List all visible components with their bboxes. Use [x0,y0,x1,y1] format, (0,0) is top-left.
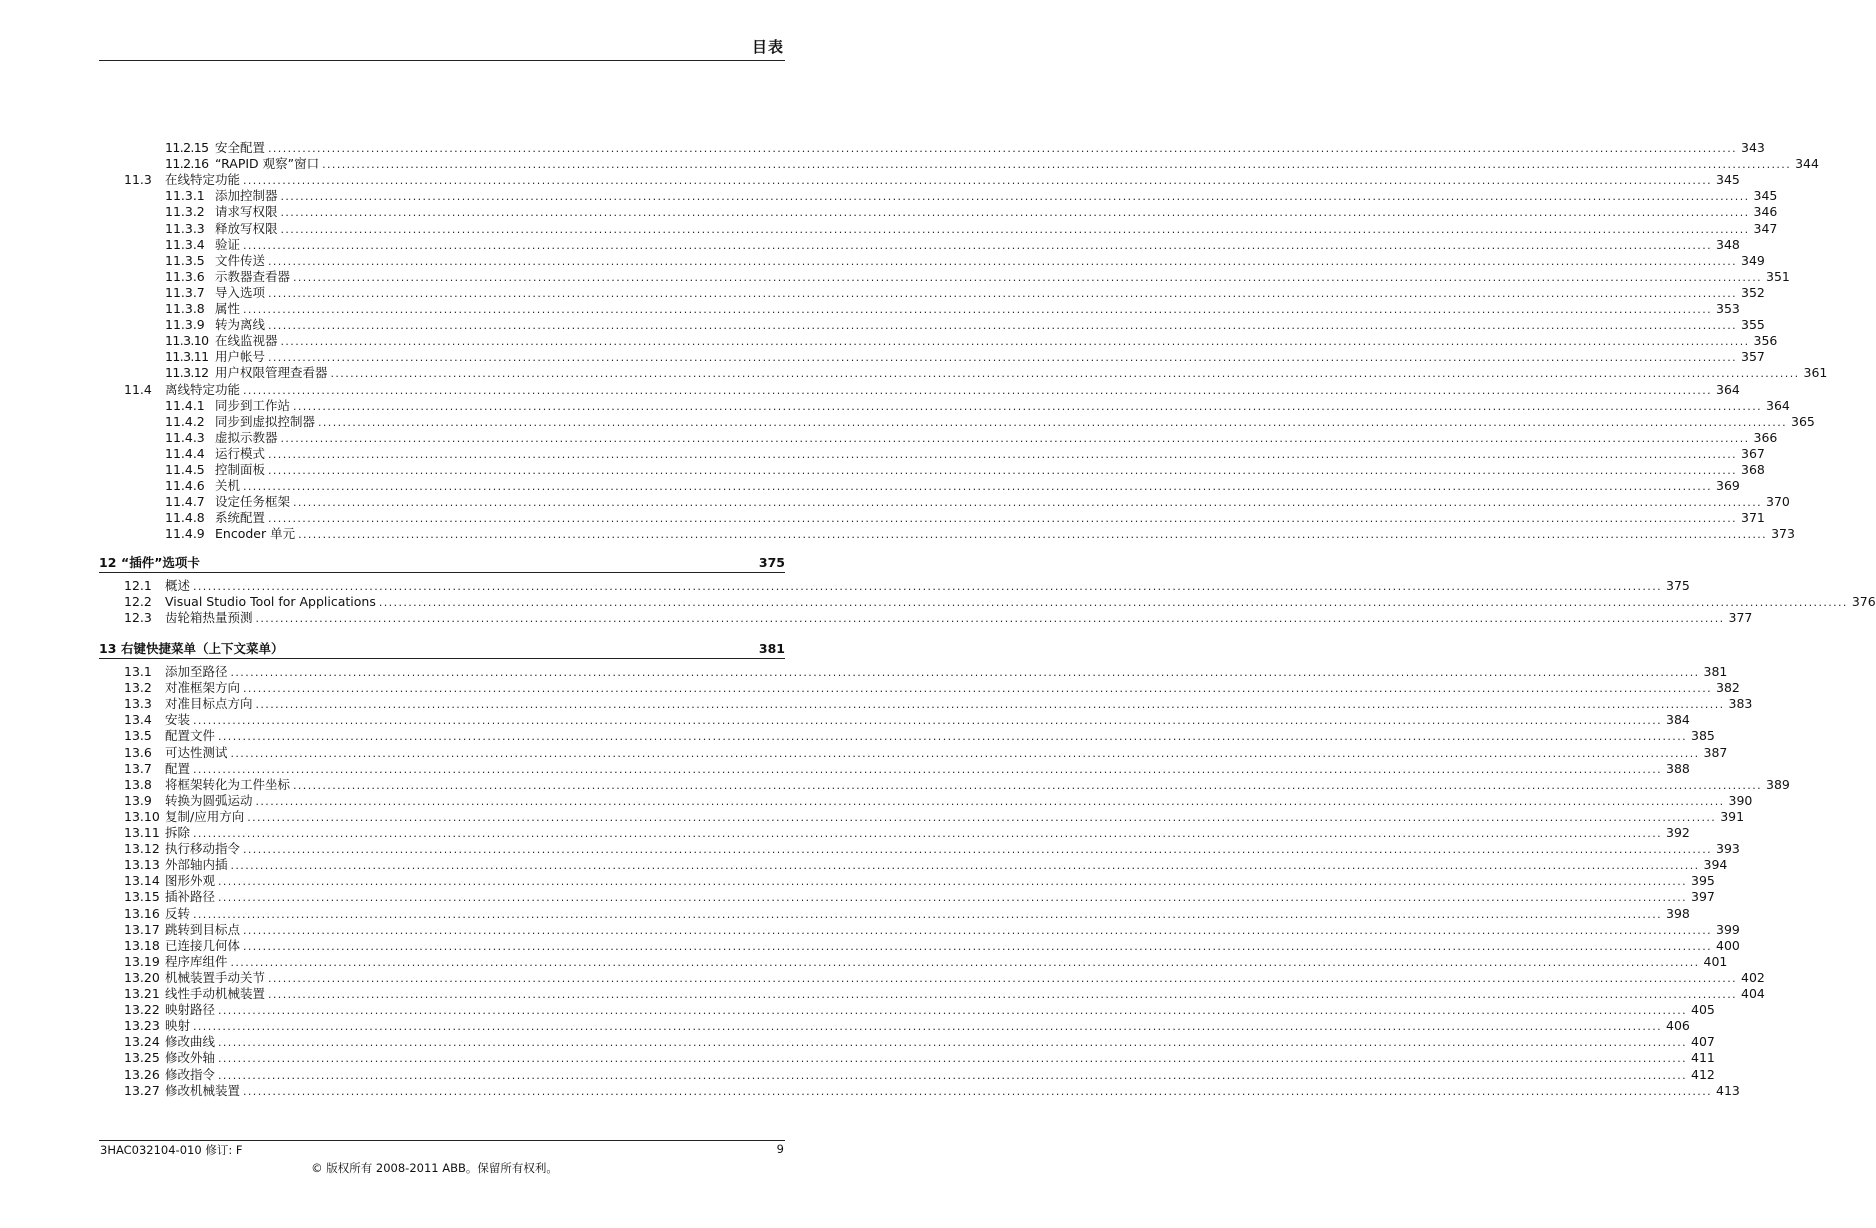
dot-leader: ............................................................................................................................................................................................................................................................................................................ [322,158,1792,172]
toc-entry-page: 376 [1851,594,1876,610]
toc-entry-number: 12.2 [124,594,152,610]
toc-entry[interactable] [165,268,1790,285]
toc-entry-number: 13.26 [124,1066,160,1082]
toc-entry-title: 执行移动指令 [165,841,241,857]
toc-entry[interactable] [124,381,1740,398]
toc-entry[interactable] [124,1050,1715,1066]
dot-leader: ............................................................................................................................................................................................................................................................................................................ [193,827,1662,840]
header-divider [99,60,785,61]
toc-entry-title: 用户帐号 [215,349,266,365]
dot-leader: ............................................................................................................................................................................................................................................................................................................ [218,1068,1687,1082]
toc-entry-page: 356 [1753,333,1778,349]
dot-leader: ............................................................................................................................................................................................................................................................................................................ [293,778,1762,792]
toc-entry[interactable] [165,429,1778,446]
toc-entry-number: 11.3.8 [165,301,205,316]
dot-leader: ............................................................................................................................................................................................................................................................................................................ [230,955,1700,969]
toc-entry-title: 用户权限管理查看器 [215,365,328,381]
toc-entry-number: 11.4.9 [165,526,205,542]
dot-leader: ............................................................................................................................................................................................................................................................................................................ [243,383,1712,397]
toc-entry-number: 13.1 [124,664,152,679]
toc-entry-number: 11.4.4 [165,445,205,461]
toc-entry[interactable] [165,478,1740,494]
toc-entry[interactable] [124,808,1745,825]
toc-entry-page: 366 [1753,429,1778,445]
toc-entry-title: 在线监视器 [215,333,278,349]
toc-entry-number: 11.2.16 [165,156,209,172]
dot-leader: ............................................................................................................................................................................................................................................................................................................ [247,810,1717,824]
toc-entry[interactable] [124,664,1728,680]
chapter-number: 13 [99,641,117,656]
chapter-number: 12 [99,555,117,570]
toc-entry-page: 395 [1691,873,1715,889]
toc-entry-title: 可达性测试 [165,744,228,760]
toc-entry-page: 402 [1741,969,1765,985]
toc-entry-title: 示教器查看器 [215,268,291,284]
toc-entry-number: 13.21 [124,986,160,1001]
toc-entry-page: 345 [1753,188,1778,204]
dot-leader: ............................................................................................................................................................................................................................................................................................................ [243,174,1712,188]
toc-entry[interactable] [165,156,1819,172]
toc-entry-page: 406 [1666,1018,1690,1034]
toc-entry-title: 机械装置手动关节 [165,969,266,985]
toc-entry[interactable] [124,760,1690,777]
toc-entry-page: 369 [1716,478,1740,494]
toc-entry-page: 383 [1728,696,1753,712]
dot-leader: ............................................................................................................................................................................................................................................................................................................ [218,891,1687,905]
dot-leader: ............................................................................................................................................................................................................................................................................................................ [268,254,1737,268]
dot-leader: ............................................................................................................................................................................................................................................................................................................ [255,698,1725,712]
dot-leader: ............................................................................................................................................................................................................................................................................................................ [193,580,1662,593]
toc-entry[interactable] [124,728,1715,744]
dot-leader: ............................................................................................................................................................................................................................................................................................................ [268,319,1737,333]
toc-entry-page: 405 [1691,1002,1715,1018]
toc-entry-title: 将框架转化为工件坐标 [165,776,291,792]
toc-entry[interactable] [124,905,1690,922]
toc-entry-page: 368 [1741,462,1765,477]
toc-entry-title: 系统配置 [215,510,266,526]
dot-leader: ............................................................................................................................................................................................................................................................................................................ [193,1020,1662,1034]
dot-leader: ............................................................................................................................................................................................................................................................................................................ [330,367,1800,381]
toc-entry-number: 13.4 [124,712,152,728]
toc-entry-number: 11.3.11 [165,349,209,365]
toc-entry-number: 13.24 [124,1034,160,1050]
toc-entry-number: 13.13 [124,857,160,873]
toc-entry-page: 385 [1691,728,1715,744]
dot-leader: ............................................................................................................................................................................................................................................................................................................ [268,142,1737,155]
toc-entry-title: 离线特定功能 [165,381,241,397]
toc-entry[interactable] [165,494,1790,510]
toc-entry-number: 11.3 [124,172,152,188]
toc-entry-page: 353 [1716,301,1740,316]
toc-entry-number: 13.19 [124,953,160,969]
toc-entry-number: 13.23 [124,1018,160,1034]
toc-entry-page: 352 [1741,284,1765,300]
toc-entry[interactable] [124,953,1728,970]
toc-entry-title: 虚拟示教器 [215,429,278,445]
dot-leader: ............................................................................................................................................................................................................................................................................................................ [193,714,1662,728]
toc-entry-page: 393 [1716,841,1740,857]
toc-entry[interactable] [124,841,1740,857]
toc-entry-number: 11.3.3 [165,220,205,236]
toc-entry-page: 400 [1716,937,1740,953]
toc-entry-title: 线性手动机械装置 [165,986,266,1001]
dot-leader: ............................................................................................................................................................................................................................................................................................................ [218,1004,1687,1018]
toc-entry[interactable] [165,349,1765,365]
toc-entry-page: 344 [1795,156,1819,172]
toc-entry[interactable] [165,397,1790,414]
toc-entry-number: 11.3.5 [165,252,205,268]
chapter-heading-13[interactable] [99,640,785,658]
chapter-page: 375 [758,555,785,570]
toc-entry-title: 程序库组件 [165,953,228,969]
toc-entry-number: 11.4.5 [165,462,205,477]
toc-entry-page: 413 [1716,1082,1740,1098]
toc-entry-page: 367 [1741,445,1765,461]
toc-entry-page: 346 [1753,204,1778,220]
toc-entry[interactable] [165,445,1765,462]
toc-entry-number: 13.12 [124,841,160,857]
dot-leader: ............................................................................................................................................................................................................................................................................................................ [243,480,1712,494]
toc-entry-title: 添加至路径 [165,664,228,679]
toc-entry-page: 404 [1741,986,1765,1001]
toc-entry[interactable] [124,792,1753,809]
toc-entry-page: 392 [1666,825,1690,840]
toc-entry[interactable] [165,188,1778,204]
toc-entry-number: 11.2.15 [165,140,209,155]
toc-entry[interactable] [165,236,1740,253]
toc-entry-number: 11.3.10 [165,333,209,349]
toc-entry[interactable] [124,696,1753,712]
toc-entry[interactable] [165,140,1765,156]
toc-entry-number: 13.15 [124,889,160,905]
toc-entry-title: 同步到虚拟控制器 [215,413,316,429]
toc-entry-title: 导入选项 [215,284,266,300]
toc-entry-number: 13.11 [124,825,160,840]
toc-entry-title: 图形外观 [165,873,216,889]
toc-entry-number: 11.3.2 [165,204,205,220]
toc-entry-title: 插补路径 [165,889,216,905]
toc-entry-title: 转换为圆弧运动 [165,792,253,808]
dot-leader: ............................................................................................................................................................................................................................................................................................................ [280,222,1750,236]
toc-entry-title: 映射 [165,1018,191,1034]
toc-entry-page: 364 [1766,397,1790,413]
toc-entry-page: 411 [1691,1050,1715,1066]
toc-entry-title: 同步到工作站 [215,397,291,413]
toc-entry[interactable] [124,578,1690,594]
toc-entry-title: 复制/应用方向 [165,808,245,824]
dot-leader: ............................................................................................................................................................................................................................................................................................................ [218,875,1687,889]
toc-entry-number: 11.3.1 [165,188,205,204]
toc-entry-number: 13.25 [124,1050,160,1066]
toc-entry-number: 11.3.6 [165,268,205,284]
dot-leader: ............................................................................................................................................................................................................................................................................................................ [298,528,1768,542]
toc-entry-number: 13.8 [124,776,152,792]
toc-entry-page: 389 [1766,776,1790,792]
toc-entry-title: 反转 [165,905,191,921]
toc-entry[interactable] [165,301,1740,317]
toc-entry-number: 11.3.4 [165,236,205,252]
toc-entry-page: 371 [1741,510,1765,526]
toc-entry-title: 请求写权限 [215,204,278,220]
toc-entry-title: 运行模式 [215,445,266,461]
toc-entry-number: 13.17 [124,921,160,937]
toc-entry-page: 375 [1666,578,1690,593]
toc-entry-number: 13.16 [124,905,160,921]
toc-entry[interactable] [124,1034,1715,1050]
toc-entry-page: 381 [1703,664,1728,679]
dot-leader: ............................................................................................................................................................................................................................................................................................................ [243,843,1712,857]
toc-entry[interactable] [165,284,1765,301]
dot-leader: ............................................................................................................................................................................................................................................................................................................ [230,666,1700,679]
toc-entry[interactable] [165,413,1815,430]
toc-entry[interactable] [124,986,1765,1002]
toc-entry[interactable] [165,317,1765,333]
toc-entry-number: 13.6 [124,744,152,760]
toc-entry[interactable] [165,526,1795,542]
toc-entry[interactable] [165,365,1828,381]
toc-entry[interactable] [124,744,1728,761]
toc-entry[interactable] [124,712,1690,728]
toc-entry-title: 文件传送 [215,252,266,268]
dot-leader: ............................................................................................................................................................................................................................................................................................................ [243,303,1712,316]
toc-entry-number: 13.22 [124,1002,160,1018]
toc-entry[interactable] [124,776,1790,793]
chapter-title: 右键快捷菜单（上下文菜单） [121,641,284,656]
copyright-notice: © 版权所有 2008-2011 ABB。保留所有权利。 [311,1161,558,1175]
toc-entry-page: 384 [1666,712,1690,728]
page-header-title: 目表 [751,38,784,56]
toc-entry-title: 属性 [215,301,241,316]
dot-leader: ............................................................................................................................................................................................................................................................................................................ [280,190,1750,204]
toc-entry-title: 修改机械装置 [165,1082,241,1098]
toc-entry-title: 对准框架方向 [165,680,241,696]
dot-leader: ............................................................................................................................................................................................................................................................................................................ [243,923,1712,937]
toc-entry-page: 357 [1741,349,1765,365]
toc-entry-number: 13.7 [124,760,152,776]
toc-entry-number: 12.1 [124,578,152,593]
toc-entry[interactable] [165,220,1778,237]
toc-entry-page: 399 [1716,921,1740,937]
toc-entry-page: 364 [1716,381,1740,397]
toc-entry-title: Encoder 单元 [215,526,296,542]
toc-entry-page: 345 [1716,172,1740,188]
dot-leader: ............................................................................................................................................................................................................................................................................................................ [230,859,1700,873]
dot-leader: ............................................................................................................................................................................................................................................................................................................ [193,762,1662,776]
toc-entry-page: 394 [1703,857,1728,873]
toc-entry-page: 365 [1791,413,1815,429]
toc-entry-page: 391 [1720,808,1745,824]
toc-entry-title: 验证 [215,236,241,252]
toc-entry[interactable] [165,252,1765,269]
toc-entry[interactable] [165,333,1778,349]
dot-leader: ............................................................................................................................................................................................................................................................................................................ [268,286,1737,300]
toc-entry-title: 修改外轴 [165,1050,216,1066]
toc-entry-title: 拆除 [165,825,191,840]
toc-entry-title: 配置文件 [165,728,216,744]
toc-entry-title: 添加控制器 [215,188,278,204]
toc-entry[interactable] [165,462,1765,478]
dot-leader: ............................................................................................................................................................................................................................................................................................................ [218,1052,1687,1066]
dot-leader: ............................................................................................................................................................................................................................................................................................................ [243,1084,1712,1098]
toc-entry[interactable] [165,204,1778,220]
dot-leader: ............................................................................................................................................................................................................................................................................................................ [268,512,1737,526]
toc-entry-page: 407 [1691,1034,1715,1050]
dot-leader: ............................................................................................................................................................................................................................................................................................................ [243,939,1712,953]
dot-leader: ............................................................................................................................................................................................................................................................................................................ [255,794,1725,808]
toc-entry-title: 外部轴内插 [165,857,228,873]
chapter-title: “插件”选项卡 [121,555,200,570]
toc-entry[interactable] [124,680,1740,696]
toc-entry-number: 13.3 [124,696,152,712]
toc-entry-page: 377 [1728,610,1753,626]
toc-entry[interactable] [124,969,1765,986]
toc-entry-number: 11.4.2 [165,413,205,429]
toc-entry-title: 映射路径 [165,1002,216,1018]
dot-leader: ............................................................................................................................................................................................................................................................................................................ [293,399,1762,413]
dot-leader: ............................................................................................................................................................................................................................................................................................................ [268,988,1737,1001]
toc-entry-number: 13.5 [124,728,152,744]
dot-leader: ............................................................................................................................................................................................................................................................................................................ [218,1036,1687,1050]
chapter-heading-12[interactable] [99,554,785,572]
toc-entry-title: 对准目标点方向 [165,696,253,712]
toc-entry-number: 11.4.3 [165,429,205,445]
toc-entry-title: Visual Studio Tool for Applications [165,594,376,610]
dot-leader: ............................................................................................................................................................................................................................................................................................................ [268,351,1737,365]
toc-entry-number: 13.18 [124,937,160,953]
chapter-divider [99,572,785,573]
toc-entry[interactable] [124,873,1715,889]
toc-entry-page: 348 [1716,236,1740,252]
chapter-divider [99,658,785,659]
dot-leader: ............................................................................................................................................................................................................................................................................................................ [255,612,1725,626]
toc-entry-page: 355 [1741,317,1765,333]
toc-entry-title: 齿轮箱热量预测 [165,610,253,626]
dot-leader: ............................................................................................................................................................................................................................................................................................................ [280,335,1750,349]
toc-entry-page: 373 [1771,526,1795,542]
toc-entry-number: 11.4.8 [165,510,205,526]
toc-entry[interactable] [165,510,1765,526]
dot-leader: ............................................................................................................................................................................................................................................................................................................ [268,464,1737,477]
toc-entry[interactable] [124,1018,1690,1034]
dot-leader: ............................................................................................................................................................................................................................................................................................................ [193,907,1662,921]
toc-entry[interactable] [124,610,1753,626]
toc-entry-title: 转为离线 [215,317,266,333]
toc-entry-page: 343 [1741,140,1765,155]
toc-entry-number: 13.10 [124,808,160,824]
toc-entry-page: 397 [1691,889,1715,905]
toc-entry-number: 13.27 [124,1082,160,1098]
toc-entry-page: 390 [1728,792,1753,808]
toc-entry-number: 11.3.9 [165,317,205,333]
toc-entry-title: 释放写权限 [215,220,278,236]
dot-leader: ............................................................................................................................................................................................................................................................................................................ [280,206,1750,220]
toc-entry-number: 13.14 [124,873,160,889]
dot-leader: ............................................................................................................................................................................................................................................................................................................ [243,238,1712,252]
toc-entry-title: 已连接几何体 [165,937,241,953]
page-number: 9 [776,1142,784,1156]
toc-entry-page: 370 [1766,494,1790,510]
toc-entry-title: 跳转到目标点 [165,921,241,937]
dot-leader: ............................................................................................................................................................................................................................................................................................................ [268,971,1737,985]
toc-entry-title: 关机 [215,478,241,494]
toc-entry-page: 412 [1691,1066,1715,1082]
dot-leader: ............................................................................................................................................................................................................................................................................................................ [293,270,1762,284]
toc-entry-number: 13.9 [124,792,152,808]
toc-entry[interactable] [124,172,1740,188]
toc-entry-number: 11.3.7 [165,284,205,300]
toc-entry-number: 11.3.12 [165,365,209,381]
toc-entry-page: 382 [1716,680,1740,696]
toc-entry-number: 11.4.6 [165,478,205,494]
toc-entry[interactable] [124,937,1740,954]
footer-divider [99,1140,785,1141]
toc-entry-title: 修改指令 [165,1066,216,1082]
toc-entry[interactable] [124,857,1728,873]
toc-entry-number: 13.2 [124,680,152,696]
toc-entry-number: 12.3 [124,610,152,626]
toc-entry-title: 设定任务框架 [215,494,291,510]
toc-entry-title: 安全配置 [215,140,266,155]
dot-leader: ............................................................................................................................................................................................................................................................................................................ [243,682,1712,696]
toc-entry-title: 在线特定功能 [165,172,241,188]
toc-entry-page: 347 [1753,220,1778,236]
toc-entry-title: 控制面板 [215,462,266,477]
toc-entry-page: 388 [1666,760,1690,776]
toc-entry-page: 361 [1803,365,1828,381]
toc-entry[interactable] [124,921,1740,938]
dot-leader: ............................................................................................................................................................................................................................................................................................................ [293,496,1762,510]
document-id: 3HAC032104-010 修订: F [100,1143,243,1157]
toc-entry-title: “RAPID 观察”窗口 [215,156,320,172]
toc-entry-page: 401 [1703,953,1728,969]
toc-entry[interactable] [124,825,1690,841]
toc-entry[interactable] [124,594,1876,610]
toc-entry-number: 11.4.7 [165,494,205,510]
toc-entry-page: 398 [1666,905,1690,921]
dot-leader: ............................................................................................................................................................................................................................................................................................................ [318,415,1787,429]
toc-entry-page: 349 [1741,252,1765,268]
toc-entry-page: 387 [1703,744,1728,760]
dot-leader: ............................................................................................................................................................................................................................................................................................................ [280,431,1750,445]
toc-entry[interactable] [124,1082,1740,1099]
dot-leader: ............................................................................................................................................................................................................................................................................................................ [378,596,1848,610]
dot-leader: ............................................................................................................................................................................................................................................................................................................ [218,730,1687,744]
toc-entry-number: 11.4.1 [165,397,205,413]
toc-entry[interactable] [124,1002,1715,1018]
chapter-page: 381 [758,641,785,656]
dot-leader: ............................................................................................................................................................................................................................................................................................................ [230,746,1700,760]
toc-entry-title: 配置 [165,760,191,776]
toc-entry[interactable] [124,1066,1715,1083]
toc-entry-page: 351 [1766,268,1790,284]
toc-entry-number: 13.20 [124,969,160,985]
dot-leader: ............................................................................................................................................................................................................................................................................................................ [268,447,1737,461]
toc-entry-number: 11.4 [124,381,152,397]
toc-entry-title: 修改曲线 [165,1034,216,1050]
toc-entry-title: 概述 [165,578,191,593]
toc-entry[interactable] [124,889,1715,905]
toc-entry-title: 安装 [165,712,191,728]
